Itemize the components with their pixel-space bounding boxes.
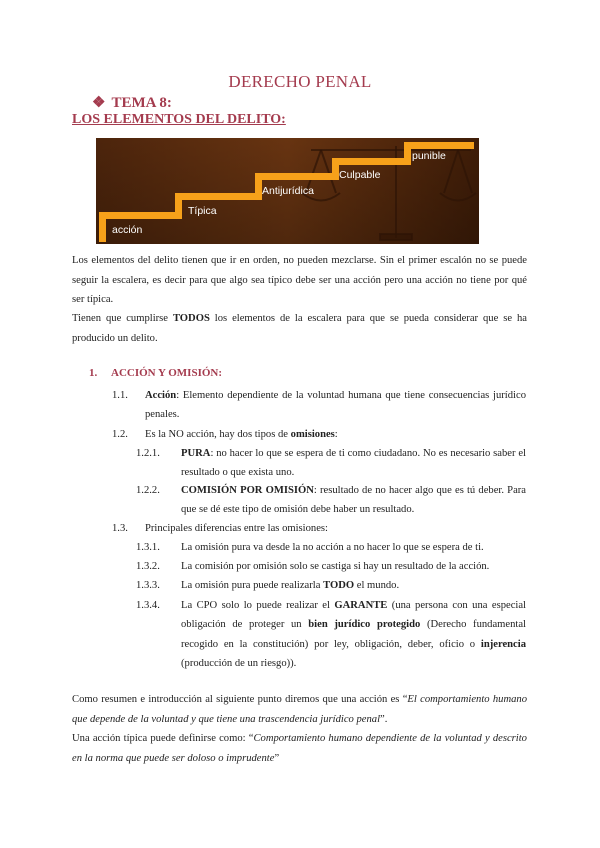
text-run: La omisión pura puede realizarla [181, 580, 324, 591]
text-bold: COMISIÓN POR OMISIÓN [181, 485, 314, 496]
text-run: La CPO solo lo puede realizar el [181, 600, 335, 611]
tema-heading [92, 93, 172, 112]
item-number: 1.1. [112, 390, 128, 401]
item-number: 1.3.1. [136, 542, 160, 553]
list-item-1-3-3 [136, 576, 526, 595]
list-item-1-2-1 [136, 444, 526, 483]
text-bold: TODO [323, 580, 355, 591]
text-bold: PURA [181, 448, 211, 459]
text-run: : Elemento dependiente de la voluntad humana que tiene consecuencias jurídico penales. [145, 390, 526, 421]
text-bold: Acción [145, 390, 177, 401]
text-bold: injerencia [480, 638, 526, 650]
item-number: 1.3.2. [136, 561, 160, 572]
page-title: DERECHO PENAL [228, 72, 372, 91]
step-label-culpable: Culpable [339, 169, 381, 181]
intro-paragraph-1: Los elementos del delito tienen que ir en orden, no pueden mezclarse. Sin el primer escalón no se puede seguir la escalera, es decir para que algo sea típico debe ser una acción pero una acción no tiene por qué ser típica. [72, 255, 527, 306]
item-number: 1.2. [112, 429, 128, 440]
summary-paragraph-2 [72, 729, 527, 768]
text-run: Principales diferencias entre las omisiones: [145, 523, 328, 534]
list-item-1-3 [112, 519, 526, 538]
list-item-1-1 [112, 386, 526, 425]
item-number: 1.3. [112, 523, 128, 534]
diamond-bullet-icon: ❖ [92, 95, 106, 111]
text-run: (una persona con una especial obligación de proteger un [181, 600, 526, 631]
section-number: 1. [89, 367, 98, 379]
text-bold: bien jurídico protegido [308, 619, 421, 631]
text-run: : no hacer lo que se espera de ti como ciudadano. No es necesario saber el resultado o que exista uno. [181, 448, 526, 479]
list-item-1-3-1 [136, 538, 526, 557]
text-run: (Derecho fundamental recogido en la constitución) por ley, obligación, deber, oficio o [181, 619, 527, 650]
text-run: La omisión pura va desde la no acción a no hacer lo que se espera de ti. [181, 542, 484, 553]
section-heading-accion-omision [89, 367, 222, 379]
section-title: ACCIÓN Y OMISIÓN: [111, 367, 223, 379]
text-run: los elementos de la escalera para que se pueda considerar que se ha producido un delito. [72, 313, 527, 344]
item-number: 1.2.2. [136, 485, 160, 496]
step-label-antijuridica: Antijurídica [262, 185, 314, 197]
section-subtitle: LOS ELEMENTOS DEL DELITO: [72, 112, 286, 127]
summary-paragraph-1 [72, 690, 527, 729]
text-run: (producción de un riesgo)). [181, 658, 297, 670]
item-number: 1.2.1. [136, 448, 160, 459]
text-italic: Comportamiento humano dependiente de la voluntad y descrito en la norma que puede ser doloso o imprudente [72, 733, 527, 764]
text-bold: TODOS [172, 313, 210, 324]
text-run: : [334, 429, 338, 440]
text-run: La comisión por omisión solo se castiga si hay un resultado de la acción. [181, 561, 490, 572]
step-label-accion: acción [112, 224, 143, 236]
text-run: Tienen que cumplirse [72, 313, 173, 324]
list-item-1-3-4 [136, 596, 527, 674]
list-item-1-2-2 [136, 481, 527, 520]
text-bold: GARANTE [334, 600, 388, 611]
list-item-1-2 [112, 425, 526, 444]
text-italic: El comportamiento humano que depende de la voluntad y que tiene una trascendencia jurídico penal [72, 694, 527, 725]
text-run: Como resumen e introducción al siguiente punto diremos que una acción es “ [72, 694, 408, 705]
staircase-figure [96, 138, 479, 244]
tema-label: TEMA 8: [111, 95, 172, 111]
list-item-1-3-2 [136, 557, 526, 576]
intro-paragraph-2 [72, 309, 527, 348]
text-run: Una acción típica puede definirse como: “ [72, 733, 254, 744]
step-label-tipica: Típica [188, 205, 217, 217]
text-run: ”. [380, 713, 388, 725]
item-number: 1.3.3. [136, 580, 160, 591]
item-number: 1.3.4. [136, 600, 160, 611]
text-bold: omisiones [290, 429, 335, 440]
text-run: : resultado de no hacer algo que es tú deber. Para que se dé este tipo de omisión debe haber un resultado. [181, 485, 527, 516]
step-label-punible: punible [412, 150, 446, 162]
text-run: ” [274, 752, 280, 764]
text-run: el mundo. [354, 580, 400, 591]
text-run: Es la NO acción, hay dos tipos de [145, 429, 291, 440]
